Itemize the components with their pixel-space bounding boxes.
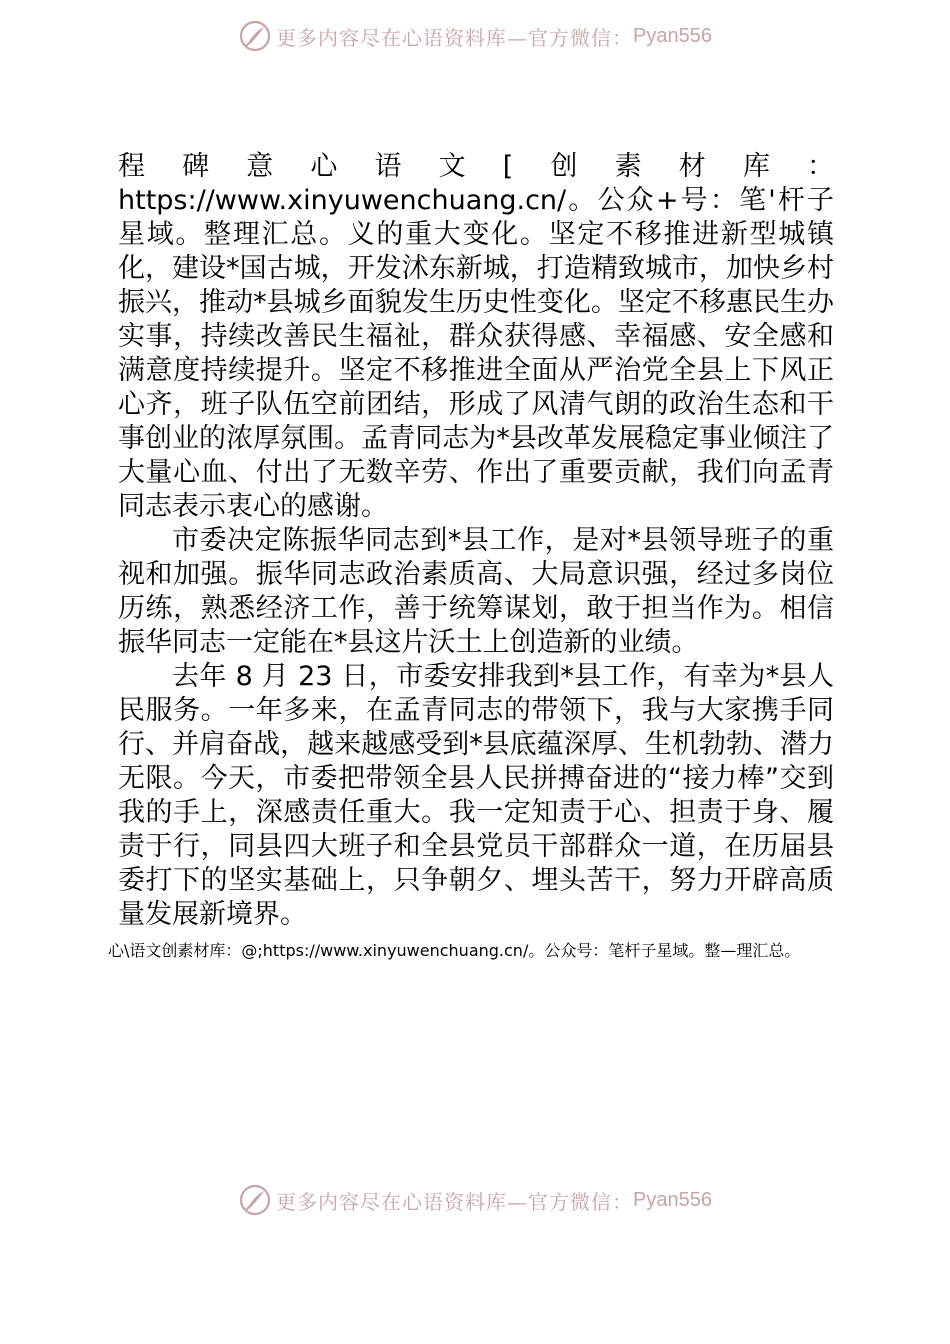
- quill-logo-icon: [238, 19, 272, 53]
- banner-text: 更多内容尽在心语资料库—官方微信：: [276, 25, 634, 50]
- banner-wechat-id: Pyan556: [633, 1188, 712, 1211]
- banner-wechat-id: Pyan556: [633, 24, 712, 47]
- quill-logo-icon: [238, 1183, 272, 1217]
- top-banner: [0, 16, 950, 56]
- paragraph-3: 去年 8 月 23 日，市委安排我到*县工作，有幸为*县人民服务。一年多来，在孟青同志的带领下，我与大家携手同行、并肩奋战，越来越感受到*县底蕴深厚、生机勃勃、潜力无限。今天，市委把带领全县人民拼搏奋进的“接力棒”交到我的手上，深感责任重大。我一定知责于心、担责于身、履责于行，同县四大班子和全县党员干部群众一道，在历届县委打下的坚实基础上，只争朝夕、埋头苦干，努力开辟高质量发展新境界。: [118, 661, 834, 930]
- banner-text: 更多内容尽在心语资料库—官方微信：: [276, 1189, 634, 1214]
- paragraph-1: 程碑意心语文[创素材库：https://www.xinyuwenchuang.cn/。公众+号：笔'杆子星域。整理汇总。义的重大变化。坚定不移推进新型城镇化，建设*国古城，开发沭东新城，打造精致城市，加快乡村振兴，推动*县城乡面貌发生历史性变化。坚定不移惠民生办实事，持续改善民生福祉，群众获得感、幸福感、安全感和满意度持续提升。坚定不移推进全面从严治党全县上下风正心齐，班子队伍空前团结，形成了风清气朗的政治生态和干事创业的浓厚氛围。孟青同志为*县改革发展稳定事业倾注了大量心血、付出了无数辛劳、作出了重要贡献，我们向孟青同志表示衷心的感谢。: [118, 151, 834, 522]
- bottom-banner: [0, 1180, 950, 1220]
- footer-note: 心\语文创素材库：@;https://www.xinyuwenchuang.cn/。公众号：笔杆子星域。整—理汇总。: [108, 941, 801, 960]
- paragraph-2: 市委决定陈振华同志到*县工作，是对*县领导班子的重视和加强。振华同志政治素质高、大局意识强，经过多岗位历练，熟悉经济工作，善于统筹谋划，敢于担当作为。相信振华同志一定能在*县这片沃土上创造新的业绩。: [118, 525, 834, 658]
- document-body: [118, 150, 834, 932]
